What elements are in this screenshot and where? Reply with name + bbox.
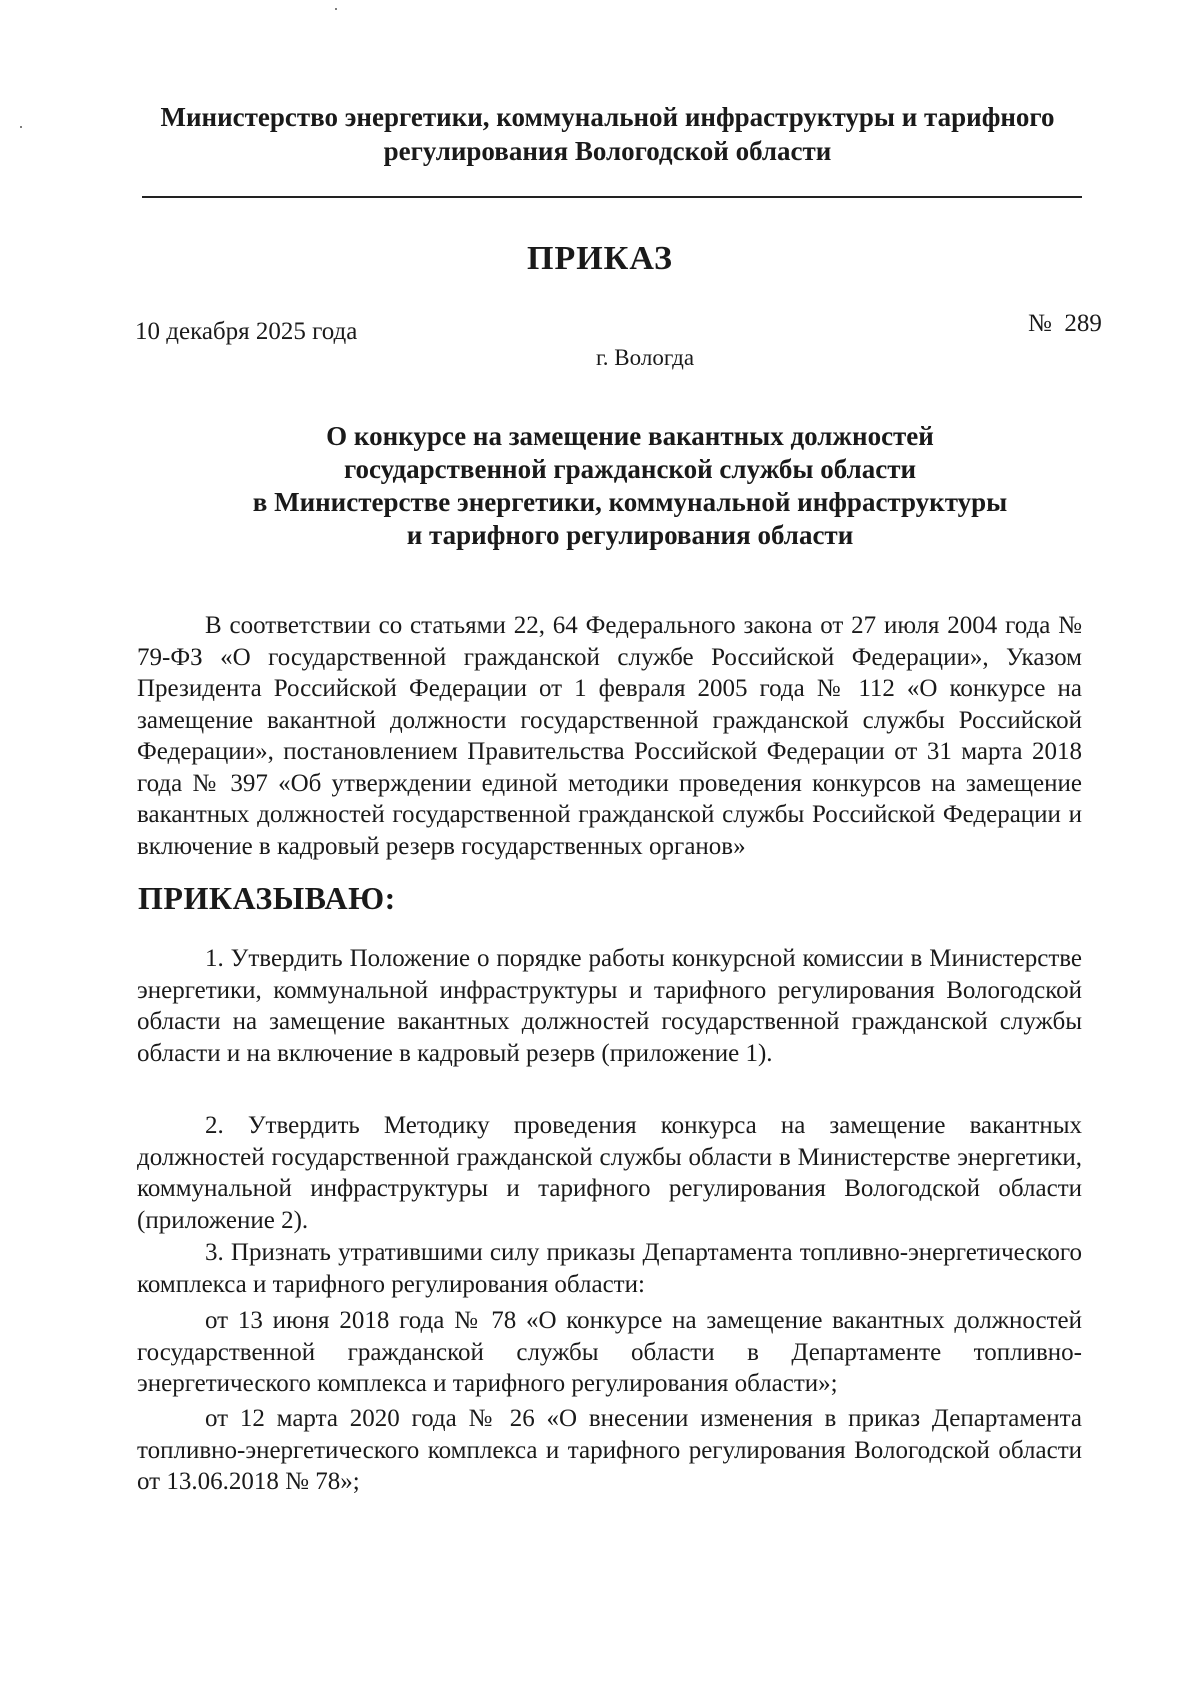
subject-line-3: в Министерстве энергетики, коммунальной инфраструктуры bbox=[252, 487, 1008, 517]
document-type-title: ПРИКАЗ bbox=[527, 240, 673, 277]
order-item-3-subitem-2: от 12 марта 2020 года № 26 «О внесении изменения в приказ Департамента топливно-энергетического комплекса и тарифного регулирования Вологодской области от 13.06.2018 № 78»; bbox=[137, 1405, 1082, 1495]
document-number: № 289 bbox=[1028, 310, 1102, 337]
subject-line-2: государственной гражданской службы области bbox=[343, 454, 917, 484]
order-item-2: 2. Утвердить Методику проведения конкурса на замещение вакантных должностей государственной гражданской службы области в Министерстве энергетики, коммунальной инфраструктуры и тарифного регулирования Вологодской области (приложение 2). bbox=[137, 1112, 1082, 1234]
order-item-3-subitem-1: от 13 июня 2018 года № 78 «О конкурсе на замещение вакантных должностей государственной гражданской службы области в Департаменте топливно-энергетического комплекса и тарифного регулирования области»; bbox=[137, 1307, 1082, 1397]
scan-speck bbox=[20, 126, 22, 128]
document-date: 10 декабря 2025 года bbox=[135, 318, 358, 345]
subject-line-4: и тарифного регулирования области bbox=[406, 520, 854, 550]
order-item-1: 1. Утвердить Положение о порядке работы конкурсной комиссии в Министерстве энергетики, коммунальной инфраструктуры и тарифного регулирования Вологодской области на замещение вакантных должностей государственной гражданской службы области и на включение в кадровый резерв (приложение 1). bbox=[137, 945, 1082, 1067]
scan-speck bbox=[335, 8, 337, 10]
document-city: г. Вологда bbox=[595, 345, 695, 370]
ministry-header bbox=[130, 100, 1085, 168]
order-word: ПРИКАЗЫВАЮ: bbox=[138, 880, 396, 916]
order-item-3: 3. Признать утратившими силу приказы Департамента топливно-энергетического комплекса и тарифного регулирования области: bbox=[137, 1239, 1082, 1298]
ministry-line-1: Министерство энергетики, коммунальной инфраструктуры и тарифного bbox=[160, 102, 1055, 132]
preamble-paragraph: В соответствии со статьями 22, 64 Федерального закона от 27 июля 2004 года № 79-ФЗ «О государственной гражданской службе Российской Федерации», Указом Президента Российской Федерации от 1 февраля 2005 года № 112 «О конкурсе на замещение вакантной должности государственной гражданской службы Российской Федерации», постановлением Правительства Российской Федерации от 31 марта 2018 года № 397 «Об утверждении единой методики проведения конкурсов на замещение вакантных должностей государственной гражданской службы Российской Федерации и включение в кадровый резерв государственных органов» bbox=[137, 612, 1082, 860]
ministry-line-2: регулирования Вологодской области bbox=[383, 136, 832, 166]
subject-line-1: О конкурсе на замещение вакантных должностей bbox=[326, 421, 934, 451]
header-divider bbox=[142, 196, 1082, 198]
document-subject bbox=[150, 420, 1110, 552]
